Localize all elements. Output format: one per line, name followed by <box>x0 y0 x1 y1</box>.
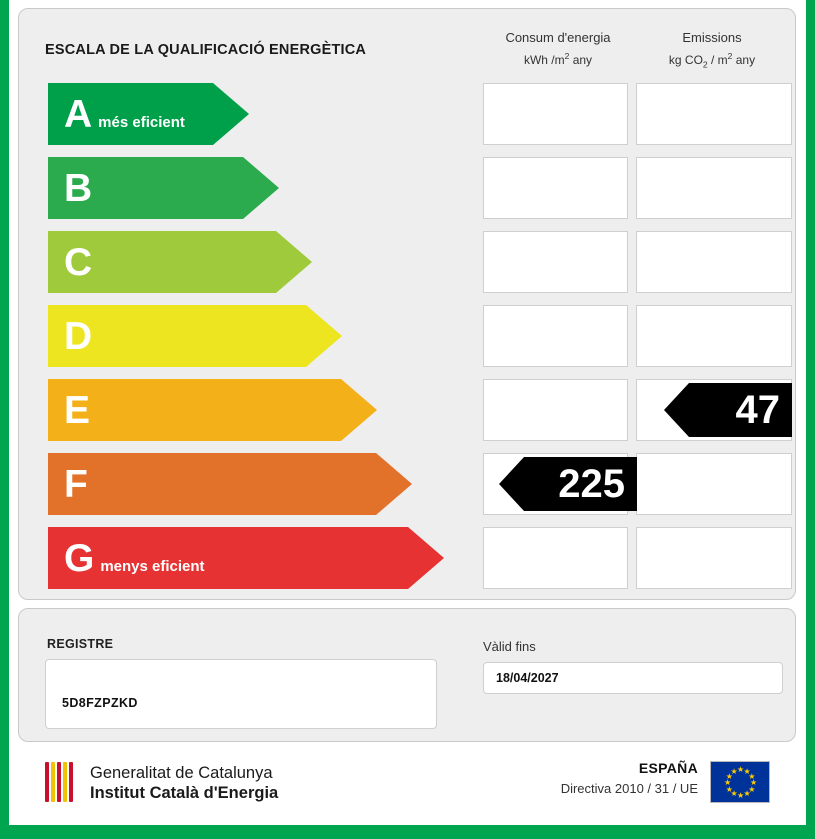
logo-stripe <box>45 762 49 802</box>
eu-flag-icon <box>710 761 770 803</box>
energy-cell <box>483 305 628 367</box>
eu-star-icon: ★ <box>743 766 751 776</box>
energy-band-b <box>48 157 279 219</box>
band-body <box>48 83 213 145</box>
organization-line1: Generalitat de Catalunya <box>90 764 273 782</box>
band-letter: B <box>64 166 93 210</box>
band-arrow-tip <box>341 379 377 441</box>
emissions-cell <box>636 231 792 293</box>
band-arrow-tip <box>213 83 249 145</box>
energy-scale-panel <box>18 8 796 600</box>
band-body <box>48 231 276 293</box>
energy-band-g <box>48 527 444 589</box>
energy-cell <box>483 83 628 145</box>
valid-until-value: 18/04/2027 <box>496 671 559 685</box>
country-block <box>498 760 698 796</box>
scale-row <box>19 527 797 589</box>
country-label: ESPAÑA <box>638 760 698 776</box>
band-body <box>48 305 306 367</box>
energy-band-f <box>48 453 412 515</box>
band-arrow-tip <box>376 453 412 515</box>
band-arrow-tip <box>243 157 279 219</box>
registry-code-box <box>45 659 437 729</box>
valid-until-box <box>483 662 783 694</box>
band-arrow-tip <box>276 231 312 293</box>
value-tag-tip <box>664 383 689 437</box>
eu-star-icon: ★ <box>743 789 751 799</box>
eu-star-icon: ★ <box>737 765 745 774</box>
emis-unit-sup: 2 <box>727 51 733 61</box>
eu-star-icon: ★ <box>730 766 738 776</box>
band-note: menys eficient <box>100 557 205 575</box>
emissions-cell <box>636 527 792 589</box>
organization-line2: Institut Català d'Energia <box>90 784 279 802</box>
eu-star-icon: ★ <box>724 778 732 787</box>
emis-unit-sub: 2 <box>702 59 708 70</box>
energy-unit-post: any <box>569 53 593 67</box>
energy-cell <box>483 157 628 219</box>
scale-row <box>19 231 797 293</box>
scale-row <box>19 305 797 367</box>
logo-stripe <box>51 762 55 802</box>
energy-cell <box>483 527 628 589</box>
organization-name <box>90 763 278 803</box>
emissions-cell <box>636 305 792 367</box>
emis-unit-end: any <box>732 53 756 67</box>
band-body <box>48 453 376 515</box>
emis-unit-post: / m <box>707 53 728 67</box>
energy-consumption-value: 225 <box>524 457 637 511</box>
energy-band-a <box>48 83 249 145</box>
energy-band-c <box>48 231 312 293</box>
column-header-emissions-line1: Emissions <box>682 30 742 45</box>
page-title: ESCALA DE LA QUALIFICACIÓ ENERGÈTICA <box>45 42 367 58</box>
band-letter: A <box>64 92 93 136</box>
eu-star-icon: ★ <box>730 789 738 799</box>
energy-cell <box>483 379 628 441</box>
emissions-cell <box>636 83 792 145</box>
emissions-cell <box>636 157 792 219</box>
eu-star-icon: ★ <box>737 791 745 800</box>
emis-unit-pre: kg CO <box>668 53 703 67</box>
scale-row <box>19 83 797 145</box>
registry-panel <box>18 608 796 742</box>
eu-star-icon: ★ <box>725 784 733 794</box>
energy-band-e <box>48 379 377 441</box>
band-note: més eficient <box>98 113 185 131</box>
eu-star-icon: ★ <box>750 778 758 787</box>
registry-label: REGISTRE <box>47 637 114 651</box>
eu-star-icon: ★ <box>748 771 756 781</box>
eu-star-icon: ★ <box>725 771 733 781</box>
logo-stripe <box>63 762 67 802</box>
column-header-emissions-units <box>637 47 787 73</box>
energy-unit-pre: kWh /m <box>523 53 565 67</box>
scale-row <box>19 157 797 219</box>
emissions-value: 47 <box>689 383 792 437</box>
band-letter: G <box>64 536 95 580</box>
eu-star-icon: ★ <box>748 784 756 794</box>
column-header-emissions <box>637 29 787 73</box>
band-arrow-tip <box>408 527 444 589</box>
registry-code: 5D8FZPZKD <box>62 696 138 710</box>
energy-band-d <box>48 305 342 367</box>
logo-stripe <box>69 762 73 802</box>
scale-row <box>19 453 797 515</box>
column-header-energy <box>483 29 633 69</box>
band-letter: F <box>64 462 88 506</box>
band-letter: C <box>64 240 93 284</box>
band-body <box>48 379 341 441</box>
footer <box>18 752 796 816</box>
generalitat-logo-icon <box>45 762 77 802</box>
band-arrow-tip <box>306 305 342 367</box>
energy-unit-sup: 2 <box>564 51 570 61</box>
emissions-cell <box>636 453 792 515</box>
logo-stripe <box>57 762 61 802</box>
column-header-energy-line1: Consum d'energia <box>505 30 611 45</box>
energy-cell <box>483 231 628 293</box>
directive-label: Directiva 2010 / 31 / UE <box>560 781 698 796</box>
band-letter: D <box>64 314 93 358</box>
page-inner <box>9 0 806 825</box>
value-tag-tip <box>499 457 524 511</box>
band-letter: E <box>64 388 91 432</box>
valid-until-label: Vàlid fins <box>483 639 536 654</box>
column-header-energy-units <box>483 47 633 69</box>
band-body <box>48 157 243 219</box>
band-body <box>48 527 408 589</box>
